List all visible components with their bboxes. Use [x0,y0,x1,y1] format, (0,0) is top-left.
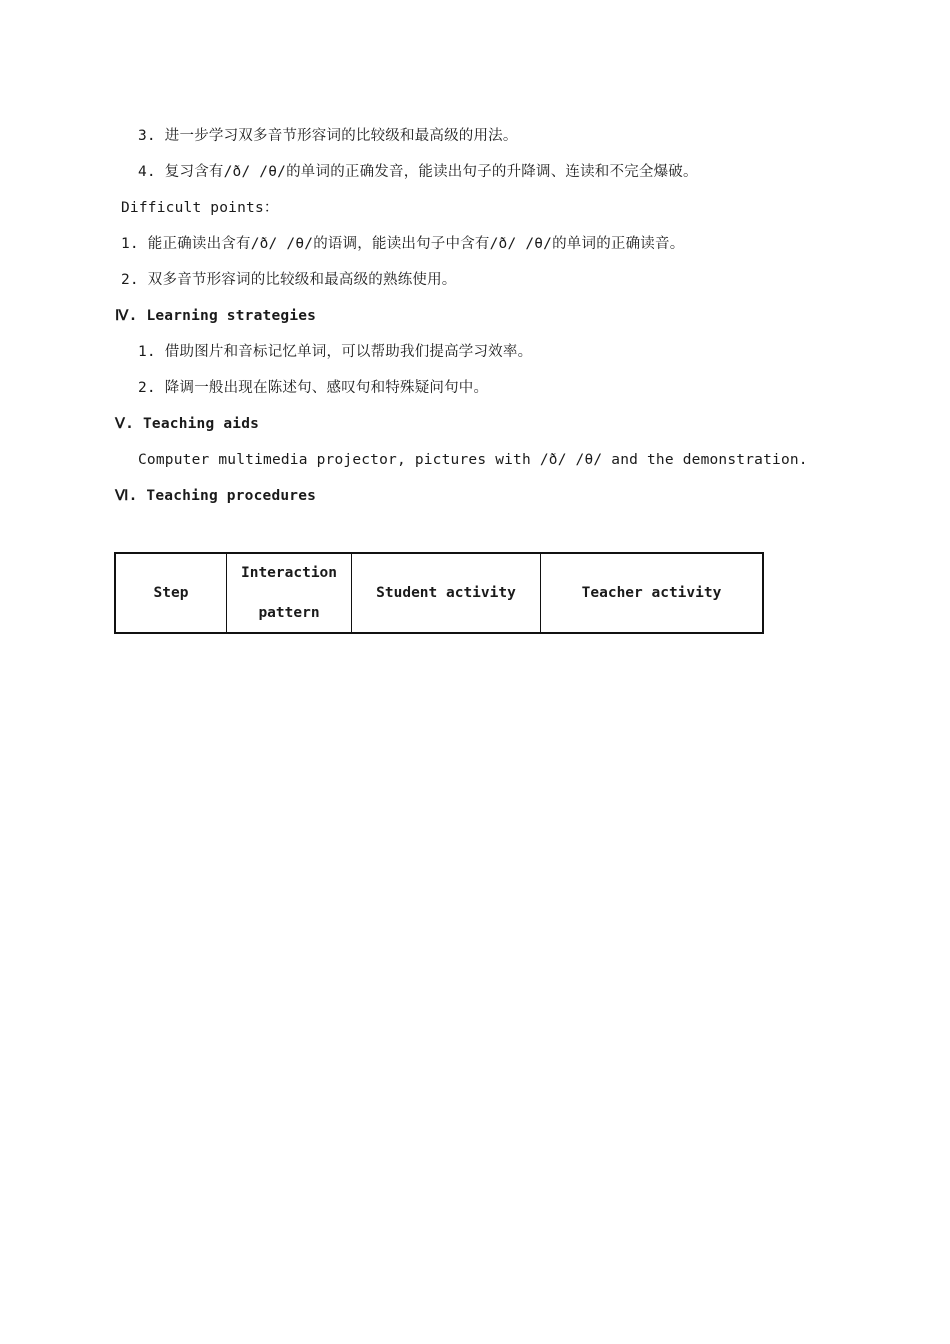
table-header-teacher-activity [541,554,762,632]
difficult-point-item-1: 1. 能正确读出含有/ð/ /θ/的语调，能读出句子中含有/ð/ /θ/的单词的正确读音。 [121,236,685,252]
objective-item-4: 4. 复习含有/ð/ /θ/的单词的正确发音，能读出句子的升降调、连读和不完全爆破。 [138,164,698,180]
table-header-teacher-activity-label: Teacher activity [581,585,722,601]
table-header-interaction-pattern [227,554,352,632]
table-header-student-activity [352,554,541,632]
learning-strategy-item-1: 1. 借助图片和音标记忆单词，可以帮助我们提高学习效率。 [138,344,533,360]
table-header-step [116,554,227,632]
teaching-procedures-heading: Ⅵ. Teaching procedures [115,488,317,504]
table-header-interaction-line2: pattern [258,605,320,621]
difficult-points-heading: Difficult points： [121,200,279,216]
learning-strategy-item-2: 2. 降调一般出现在陈述句、感叹句和特殊疑问句中。 [138,380,489,396]
table-header-student-activity-label: Student activity [376,585,516,601]
teaching-aids-heading: Ⅴ. Teaching aids [115,416,260,432]
table-header-step-label: Step [153,585,189,601]
learning-strategies-heading: Ⅳ. Learning strategies [115,308,317,324]
objective-item-3: 3. 进一步学习双多音节形容词的比较级和最高级的用法。 [138,128,518,144]
difficult-point-item-2: 2. 双多音节形容词的比较级和最高级的熟练使用。 [121,272,457,288]
table-header-interaction-line1: Interaction [240,565,338,581]
procedures-table [114,552,764,634]
teaching-aids-text: Computer multimedia projector, pictures with /ð/ /θ/ and the demonstration. [138,452,808,468]
